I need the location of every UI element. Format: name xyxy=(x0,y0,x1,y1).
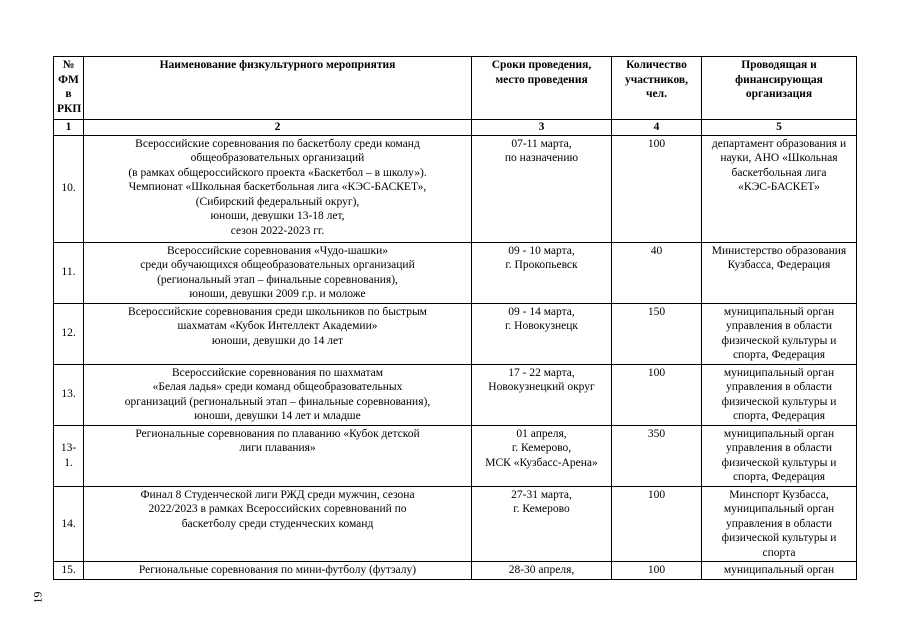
table-row xyxy=(54,303,857,364)
column-number: 2 xyxy=(84,120,472,136)
event-organization: муниципальный орган управления в области физической культуры и спорта, Федерация xyxy=(702,303,857,364)
events-table xyxy=(53,56,857,580)
event-organization: муниципальный орган xyxy=(702,562,857,580)
event-dates-place: 28-30 апреля, xyxy=(472,562,612,580)
column-number: 4 xyxy=(612,120,702,136)
event-participants: 100 xyxy=(612,364,702,425)
event-dates-place: 17 - 22 марта, Новокузнецкий округ xyxy=(472,364,612,425)
table-row xyxy=(54,364,857,425)
event-name: Всероссийские соревнования «Чудо-шашки» среди обучающихся общеобразовательных организаций (региональный этап – финальные соревнования), юноши, девушки 2009 г.р. и моложе xyxy=(84,242,472,303)
column-number: 1 xyxy=(54,120,84,136)
event-organization: муниципальный орган управления в области физической культуры и спорта, Федерация xyxy=(702,425,857,486)
event-organization: Минспорт Кузбасса, муниципальный орган управления в области физической культуры и спорта xyxy=(702,486,857,562)
column-number: 3 xyxy=(472,120,612,136)
header-participants: Количество участников, чел. xyxy=(612,57,702,120)
table-row xyxy=(54,562,857,580)
event-participants: 100 xyxy=(612,486,702,562)
header-organization: Проводящая и финансирующая организация xyxy=(702,57,857,120)
header-row xyxy=(54,57,857,120)
event-participants: 100 xyxy=(612,562,702,580)
row-number: 13. xyxy=(54,364,84,425)
row-number: 14. xyxy=(54,486,84,562)
table-row xyxy=(54,486,857,562)
header-dates-place: Сроки проведения, место проведения xyxy=(472,57,612,120)
column-number: 5 xyxy=(702,120,857,136)
event-dates-place: 01 апреля, г. Кемерово, МСК «Кузбасс-Арена» xyxy=(472,425,612,486)
event-name: Всероссийские соревнования по баскетболу среди команд общеобразовательных организаций (в рамках общероссийского проекта «Баскетбол – в школу»). Чемпионат «Школьная баскетбольная лига «КЭС-БАСКЕТ», (Сибирский федеральный округ), юноши, девушки 13-18 лет, сезон 2022-2023 гг. xyxy=(84,135,472,242)
event-organization: Министерство образования Кузбасса, Федерация xyxy=(702,242,857,303)
row-number: 10. xyxy=(54,135,84,242)
page-number: 19 xyxy=(30,591,45,604)
event-name: Региональные соревнования по плаванию «Кубок детской лиги плавания» xyxy=(84,425,472,486)
event-organization: департамент образования и науки, АНО «Школьная баскетбольная лига «КЭС-БАСКЕТ» xyxy=(702,135,857,242)
header-event-name: Наименование физкультурного мероприятия xyxy=(84,57,472,120)
event-name: Финал 8 Студенческой лиги РЖД среди мужчин, сезона 2022/2023 в рамках Всероссийских соревнований по баскетболу среди студенческих команд xyxy=(84,486,472,562)
event-participants: 40 xyxy=(612,242,702,303)
row-number: 12. xyxy=(54,303,84,364)
row-number: 13- 1. xyxy=(54,425,84,486)
table-row xyxy=(54,242,857,303)
event-dates-place: 09 - 10 марта, г. Прокопьевск xyxy=(472,242,612,303)
event-participants: 100 xyxy=(612,135,702,242)
event-organization: муниципальный орган управления в области физической культуры и спорта, Федерация xyxy=(702,364,857,425)
row-number: 15. xyxy=(54,562,84,580)
event-dates-place: 09 - 14 марта, г. Новокузнецк xyxy=(472,303,612,364)
event-name: Региональные соревнования по мини-футболу (футзалу) xyxy=(84,562,472,580)
column-number-row xyxy=(54,120,857,136)
row-number: 11. xyxy=(54,242,84,303)
event-dates-place: 27-31 марта, г. Кемерово xyxy=(472,486,612,562)
table-row xyxy=(54,135,857,242)
event-name: Всероссийские соревнования по шахматам «Белая ладья» среди команд общеобразовательных организаций (региональный этап – финальные соревнования), юноши, девушки 14 лет и младше xyxy=(84,364,472,425)
event-participants: 150 xyxy=(612,303,702,364)
table-row xyxy=(54,425,857,486)
event-dates-place: 07-11 марта, по назначению xyxy=(472,135,612,242)
event-name: Всероссийские соревнования среди школьников по быстрым шахматам «Кубок Интеллект Академии» юноши, девушки до 14 лет xyxy=(84,303,472,364)
event-participants: 350 xyxy=(612,425,702,486)
header-number: № ФМ в РКП xyxy=(54,57,84,120)
